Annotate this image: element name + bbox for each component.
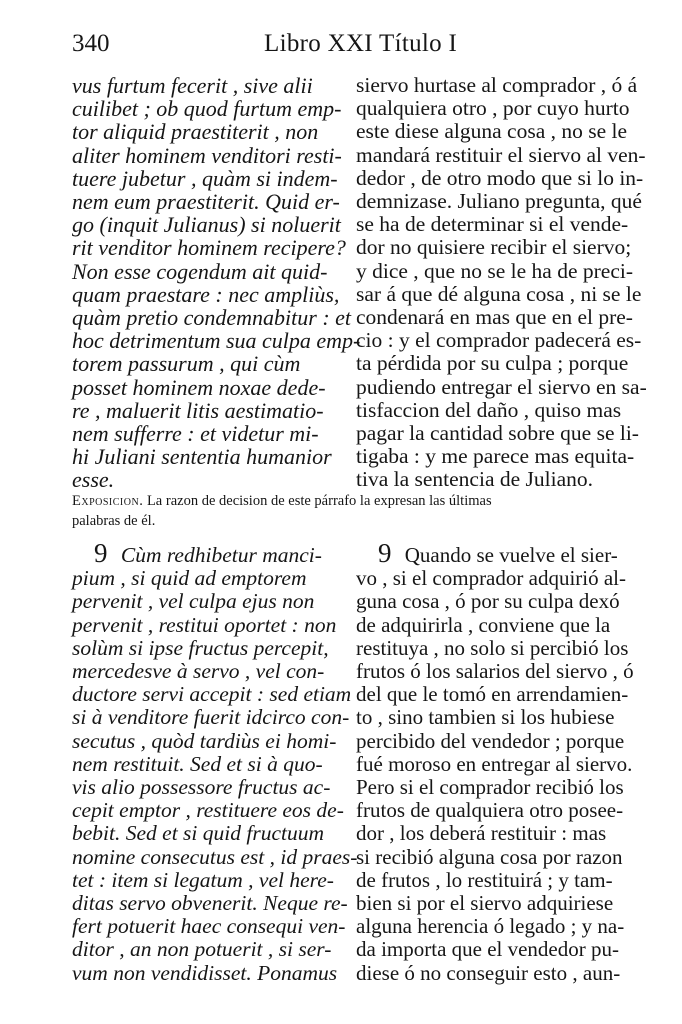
latin-text-line: cepit emptor , restituere eos de- [72,798,344,823]
running-head: Libro XXI Título I [264,30,458,57]
spanish-text-line: ta pérdida por su culpa ; porque [356,351,629,376]
spanish-text-line: fué moroso en entregar al siervo. [356,751,633,776]
latin-text-line: ditor , an non potuerit , si ser- [72,937,332,962]
spanish-text-line: siervo hurtase al comprador , ó á [356,73,638,97]
latin-text-line: rit venditor hominem recipere? [72,235,346,261]
spanish-column-bottom [356,538,634,985]
latin-text-line: vum non vendidisset. Ponamus [72,960,338,985]
latin-column-top [72,73,361,493]
spanish-paragraph-start [356,538,628,568]
latin-text-line: vus furtum fecerit , sive alii [72,73,313,98]
spanish-text-line: demnizase. Juliano pregunta, qué [356,189,642,214]
latin-text-line: pervenit , restitui oportet : non [72,612,337,637]
spanish-text-line: diese ó no conseguir esto , aun- [356,960,621,985]
latin-text-line: re , maluerit litis aestimatio- [72,397,324,423]
spanish-text-line: de frutos , lo restituirá ; y tam- [356,867,613,892]
spanish-text-line: tigaba : y me parece mas equita- [356,444,635,469]
latin-text-line: secutus , quòd tardiùs ei homi- [72,728,337,753]
spanish-text-line: bien si por el siervo adquiriese [356,891,614,916]
latin-text-line: hoc detrimentum sua culpa emp- [72,328,361,354]
latin-text-line: ductore servi accepit : sed etiam [72,682,352,707]
latin-text-line: hi Juliani sententia humanior [72,444,332,470]
spanish-text-line: condenará en mas que en el pre- [356,305,633,330]
spanish-text-line: pagar la cantidad sobre que se li- [356,421,639,446]
spanish-text-line: cio : y el comprador padecerá es- [356,328,642,353]
latin-text-line: tor aliquid praestiterit , non [72,119,319,145]
latin-text-line: si à venditore fuerit idcirco con- [72,705,350,730]
latin-text-line: vis alio possessore fructus ac- [72,775,331,800]
latin-text-line: nem restituit. Sed et si à quo- [72,751,323,776]
spanish-text-line: Pero si el comprador recibió los [356,775,624,800]
spanish-text-line: dor no quisiere recibir el siervo; [356,235,632,260]
latin-text-line: fert potuerit haec consequi ven- [72,914,346,939]
spanish-text-line: pudiendo entregar el siervo en sa- [356,374,647,399]
spanish-text-line: de adquirirla , conviene que la [356,612,611,637]
latin-text-line: Non esse cogendum ait quid- [72,258,328,284]
spanish-first-line: Quando se vuelve el sier- [404,543,618,567]
spanish-text-line: del que le tomó en arrendamien- [356,682,629,707]
latin-text-line: tuere jubetur , quàm si indem- [72,165,338,191]
spanish-text-line: percibido del vendedor ; porque [356,728,625,753]
latin-text-line: esse. [72,467,115,493]
spanish-text-line: dedor , de otro modo que si lo in- [356,165,644,190]
latin-first-line: Cùm redhibetur manci- [120,543,322,567]
spanish-text-line: sar á que dé alguna cosa , ni se le [356,281,642,306]
spanish-text-line: restituya , no solo si percibió los [356,635,629,660]
spanish-text-line: frutos ó los salarios del siervo , ó [356,659,634,684]
latin-text-line: bebit. Sed et si quid fructuum [72,821,324,846]
spanish-text-line: frutos de qualquiera otro posee- [356,798,624,823]
note-line-1: La razon de decision de este párrafo la expresan las últimas [146,493,492,509]
latin-text-line: torem passurum , qui cùm [72,351,301,377]
spanish-text-line: to , sino tambien si los hubiese [356,705,615,730]
spanish-text-line: vo , si el comprador adquirió al- [356,566,627,591]
latin-text-line: pium , si quid ad emptorem [72,566,307,591]
latin-text-line: cuilibet ; ob quod furtum emp- [72,96,342,122]
latin-column-bottom [72,538,358,985]
spanish-text-line: guna cosa , ó por su culpa dexó [356,589,620,614]
spanish-text-line: tiva la sentencia de Juliano. [356,467,594,492]
spanish-text-line: alguna herencia ó legado ; y na- [356,914,625,939]
latin-text-line: aliter hominem venditori resti- [72,142,342,168]
latin-text-line: nomine consecutus est , id praes- [72,844,358,869]
paragraph-number: 9 [378,538,392,568]
latin-text-line: nem eum praestiterit. Quid er- [72,189,340,215]
spanish-text-line: tisfaccion del daño , quiso mas [356,397,622,422]
spanish-text-line: este diese alguna cosa , no se le [356,119,628,144]
latin-text-line: pervenit , vel culpa ejus non [72,589,315,614]
exposition-note [72,491,632,531]
latin-text-line: posset hominem noxae dede- [72,374,326,400]
latin-paragraph-start [72,538,344,568]
spanish-text-line: dor , los deberá restituir : mas [356,821,607,846]
spanish-text-line: si recibió alguna cosa por razon [356,844,623,869]
latin-text-line: tet : item si legatum , vel here- [72,867,334,892]
page-number: 340 [72,30,110,57]
latin-text-line: quam praestare : nec ampliùs, [72,281,340,307]
spanish-text-line: y dice , que no se le ha de preci- [356,258,633,283]
latin-text-line: ditas servo obvenerit. Neque re- [72,891,348,916]
note-line-2: palabras de él. [72,513,156,529]
latin-text-line: solùm si ipse fructus percepit, [72,635,329,660]
page-header [72,30,620,62]
latin-text-line: mercedesve à servo , vel con- [72,659,325,684]
spanish-text-line: mandará restituir el siervo al ven- [356,142,646,167]
latin-text-line: quàm pretio condemnabitur : et [72,305,352,331]
latin-text-line: go (inquit Julianus) si noluerit [72,212,341,238]
paragraph-number: 9 [94,538,108,568]
spanish-text-line: se ha de determinar si el vende- [356,212,629,237]
latin-text-line: nem sufferre : et videtur mi- [72,421,319,447]
spanish-column-top [356,73,647,492]
spanish-text-line: da importa que el vendedor pu- [356,937,619,962]
spanish-text-line: qualquiera otro , por cuyo hurto [356,96,630,121]
note-label: Exposicion. [72,493,144,509]
